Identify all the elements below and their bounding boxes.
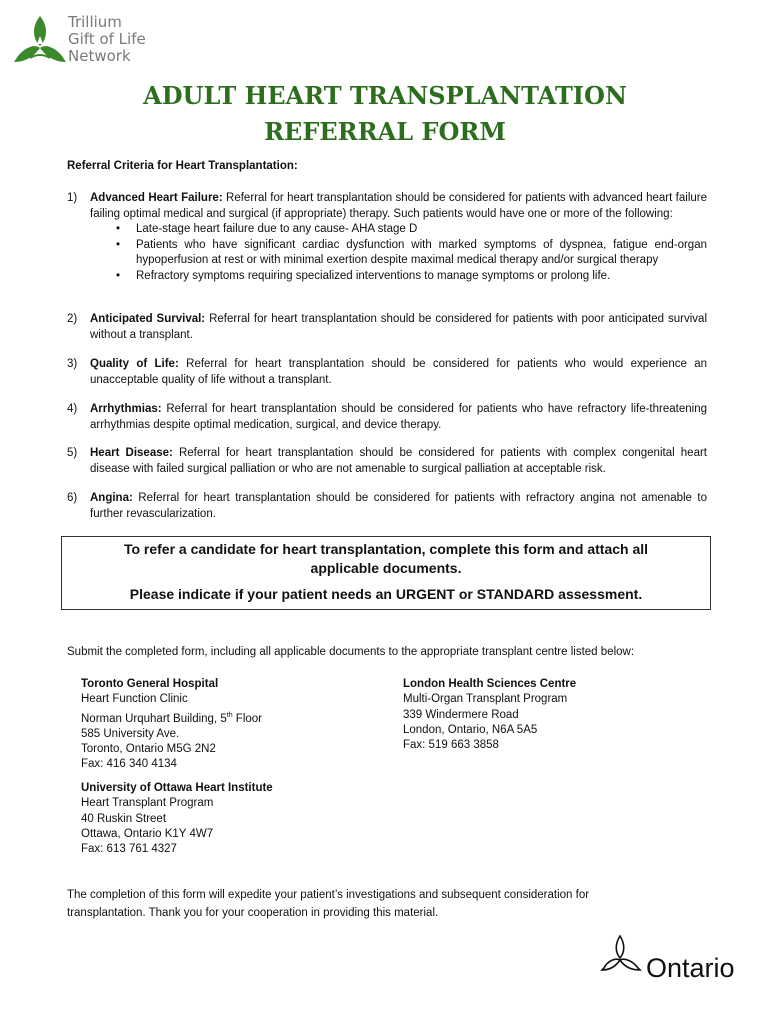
page-title: ADULT HEART TRANSPLANTATION REFERRAL FORM <box>143 81 627 146</box>
closing-statement: The completion of this form will expedite your patient’s investigations and subsequent consideration for transplantation. Thank you for your cooperation in providing this material. <box>67 889 590 919</box>
criteria-item-angina: 6) Angina: Referral for heart transplantation should be considered for patients with refractory angina not amenable to further revascularization. <box>67 492 707 520</box>
criteria-heading: Referral Criteria for Heart Transplantation: <box>67 160 298 172</box>
centre-toronto: Toronto General Hospital Heart Function Clinic Norman Urquhart Building, 5th Floor 585 University Ave. Toronto, Ontario M5G 2N2 Fax: 416 340 4134 <box>81 678 262 771</box>
logo-wordmark: Trillium Gift of Life Network <box>68 13 146 65</box>
bullet-item: • Refractory symptoms requiring specialized interventions to manage symptoms or prolong life. <box>136 269 707 285</box>
bullet-item: • Late-stage heart failure due to any cause- AHA stage D <box>136 222 707 238</box>
submit-instructions: Submit the completed form, including all applicable documents to the appropriate transplant centre listed below: <box>67 646 635 658</box>
criteria-item-heart-disease: 5) Heart Disease: Referral for heart transplantation should be considered for patients with complex congenital heart disease with failed surgical palliation or who are not amenable to surgical palliation at acceptable risk. <box>67 447 707 475</box>
centre-ottawa: University of Ottawa Heart Institute Heart Transplant Program 40 Ruskin Street Ottawa, Ontario K1Y 4W7 Fax: 613 761 4327 <box>81 782 273 856</box>
criteria-bullets <box>90 222 707 284</box>
criteria-item-arrhythmias: 4) Arrhythmias: Referral for heart transplantation should be considered for patients who have refractory life-threatening arrhythmias despite optimal medication, surgical, and device therapy. <box>67 403 707 431</box>
bullet-item: • Patients who have significant cardiac dysfunction with marked symptoms of dyspnea, fatigue end-organ hypoperfusion at rest or with minimal exertion despite maximal medical therapy and/or surgical therapy <box>136 238 707 269</box>
criteria-item-quality-of-life: 3) Quality of Life: Referral for heart transplantation should be considered for patients who would experience an unacceptable quality of life without a transplant. <box>67 358 707 386</box>
referral-notice-box: To refer a candidate for heart transplantation, complete this form and attach all applicable documents. Please indicate if your patient needs an URGENT or STANDARD assessment. <box>61 536 711 610</box>
criteria-item-anticipated-survival: 2) Anticipated Survival: Referral for heart transplantation should be considered for patients with poor anticipated survival without a transplant. <box>67 313 707 341</box>
criteria-item-advanced-heart-failure: 1) Advanced Heart Failure: Referral for heart transplantation should be considered for patients with advanced heart failure failing optimal medical and surgical (if appropriate) therapy. Such patients would have one or more of the following: • Late-stage heart failure due to any cause- AHA stage D • Patients who have significant cardiac dysfunction with marked symptoms of dyspnea, fatigue end-organ hypoperfusion at rest or with minimal exertion despite maximal medical therapy and/or surgical therapy • Refractory symptoms requiring specialized interventions to manage symptoms or prolong life. <box>67 191 707 284</box>
ontario-wordmark: Ontario <box>646 953 735 983</box>
centre-london: London Health Sciences Centre Multi-Organ Transplant Program 339 Windermere Road London, Ontario, N6A 5A5 Fax: 519 663 3858 <box>403 678 577 752</box>
